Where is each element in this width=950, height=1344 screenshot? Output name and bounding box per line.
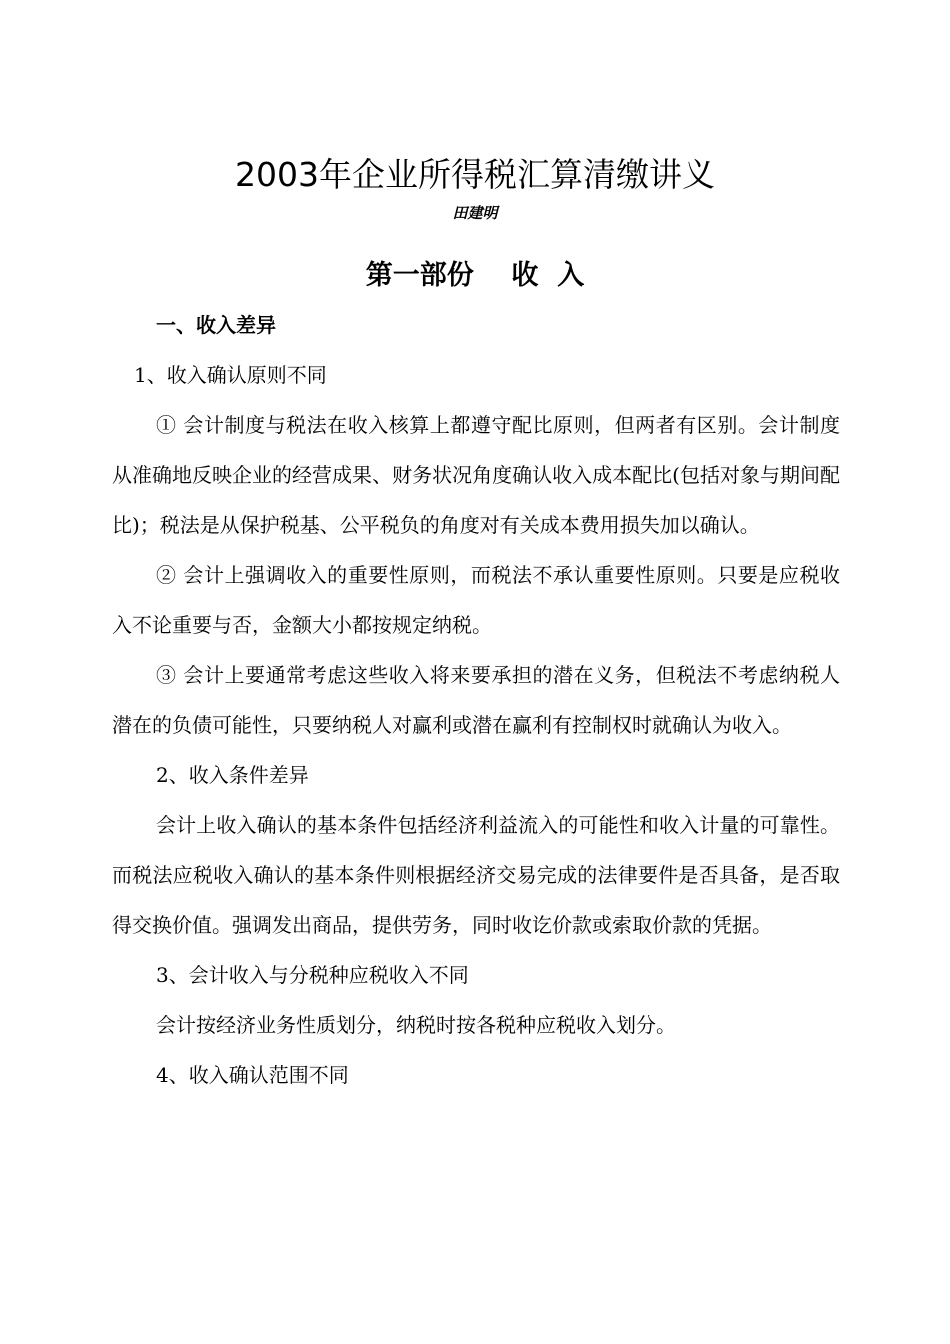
- document-title: 2003年企业所得税汇算清缴讲义: [235, 155, 715, 194]
- section-heading: 一、收入差异: [156, 313, 276, 337]
- paragraph-5: 会计按经济业务性质划分，纳税时按各税种应税收入划分。: [156, 1013, 676, 1037]
- part-heading: 第一部份 收 入: [365, 260, 585, 291]
- subsection-heading-4: 4、收入确认范围不同: [156, 1063, 349, 1087]
- paragraph-4: 会计上收入确认的基本条件包括经济利益流入的可能性和收入计量的可靠性。而税法应税收入确认的基本条件则根据经济交易完成的法律要件是否具备，是否取得交换价值。强调发出商品，提供劳务，同时收讫价款或索取价款的凭据。: [112, 813, 840, 937]
- subsection-heading-3: 3、会计收入与分税种应税收入不同: [156, 963, 469, 987]
- subsection-heading-2: 2、收入条件差异: [156, 763, 309, 787]
- author-name: 田建明: [452, 204, 498, 222]
- subsection-heading-1: 1、收入确认原则不同: [134, 363, 327, 387]
- paragraph-2: ② 会计上强调收入的重要性原则，而税法不承认重要性原则。只要是应税收入不论重要与否，金额大小都按规定纳税。: [112, 563, 840, 637]
- document-body: [112, 350, 840, 1100]
- paragraph-3: ③ 会计上要通常考虑这些收入将来要承担的潜在义务，但税法不考虑纳税人潜在的负债可能性，只要纳税人对赢利或潜在赢利有控制权时就确认为收入。: [112, 663, 840, 737]
- paragraph-1: ① 会计制度与税法在收入核算上都遵守配比原则，但两者有区别。会计制度从准确地反映企业的经营成果、财务状况角度确认收入成本配比(包括对象与期间配比)；税法是从保护税基、公平税负的角度对有关成本费用损失加以确认。: [112, 413, 840, 537]
